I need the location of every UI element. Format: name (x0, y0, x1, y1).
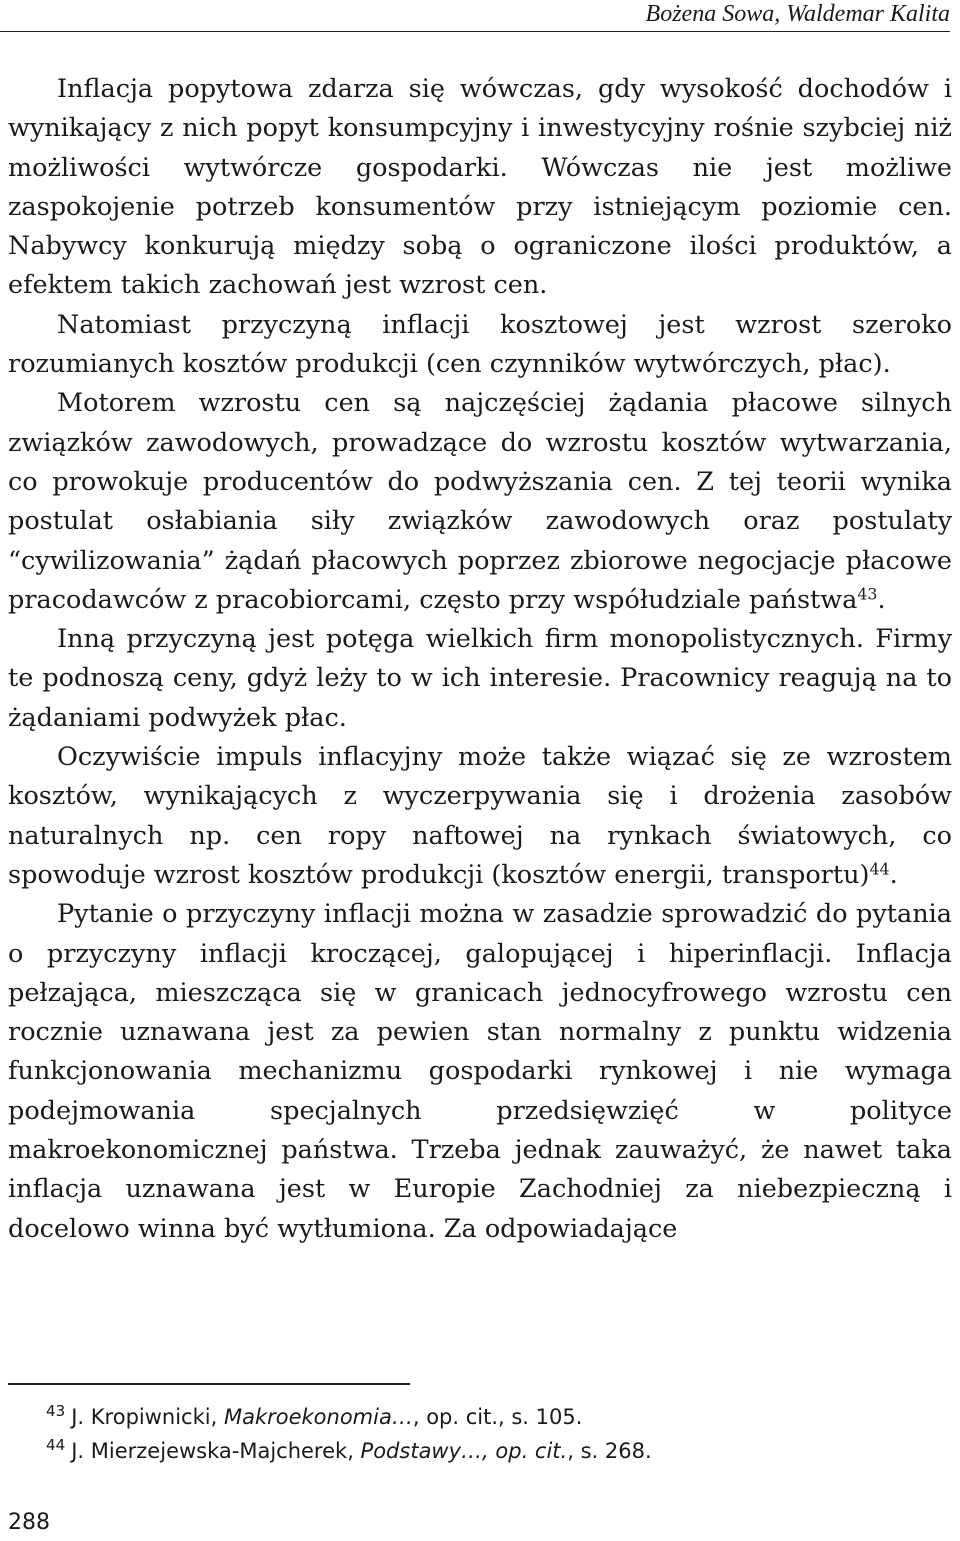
running-header (0, 0, 950, 32)
paragraph: Oczywiście impuls inflacyjny może także wiązać się ze wzrostem kosztów, wynikających z wyczerpywania się i drożenia zasobów naturalnych np. cen ropy naftowej na rynkach światowych, co spowoduje wzrost kosztów produkcji (kosztów energii, transportu)$^{44}$. (8, 742, 952, 890)
footnote-rest: , s. 268. (567, 1439, 652, 1463)
paragraph-text: Motorem wzrostu cen są najczęściej żądania płacowe silnych związków zawodowych, prowadzące do wzrostu kosztów wytwarzania, co prowokuje producentów do podwyższania cen. Z tej teorii wynika postulat osłabiania siły związków zawodowych oraz postulaty “cywilizowania” żądań płacowych poprzez zbiorowe negocjacje płacowe pracodawców z pracobiorcami, często przy współudziale państwa (8, 388, 952, 615)
paragraph: Pytanie o przyczyny inflacji można w zasadzie sprowadzić do pytania o przyczyny inflacji kroczącej, galopującej i hiperinflacji. Inflacja pełzająca, mieszcząca się w granicach jednocyfrowego wzrostu cen rocznie uznawana jest za pewien stan normalny z punktu widzenia funkcjonowania mechanizmu gospodarki rynkowej i nie wymaga podejmowania specjalnych przedsięwzięć w polityce makroekonomicznej państwa. Trzeba jednak zauważyć, że nawet taka inflacja uznawana jest w Europie Zachodniej za niebezpieczną i docelowo winna być wytłumiona. Za odpowiadające (8, 899, 952, 1244)
footnote-title: Makroekonomia… (223, 1405, 413, 1429)
page-number: 288 (8, 1510, 50, 1535)
footnote (46, 1400, 926, 1434)
footnotes (46, 1400, 926, 1468)
footnote-number: 43 (46, 1402, 66, 1421)
paragraph: Inną przyczyną jest potęga wielkich firm monopolistycznych. Firmy te podnoszą ceny, gdyż leży to w ich interesie. Pracownicy reagują na to żądaniami podwyżek płac. (8, 624, 952, 733)
footnote-separator (8, 1383, 410, 1385)
paragraph-text: Oczywiście impuls inflacyjny może także wiązać się ze wzrostem kosztów, wynikających z wyczerpywania się i drożenia zasobów naturalnych np. cen ropy naftowej na rynkach światowych, co spowoduje wzrost kosztów produkcji (kosztów energii, transportu) (8, 742, 952, 890)
footnote-title: Podstawy…, op. cit. (360, 1439, 568, 1463)
paragraph: Motorem wzrostu cen są najczęściej żądania płacowe silnych związków zawodowych, prowadzące do wzrostu kosztów wytwarzania, co prowokuje producentów do podwyższania cen. Z tej teorii wynika postulat osłabiania siły związków zawodowych oraz postulaty “cywilizowania” żądań płacowych poprzez zbiorowe negocjacje płacowe pracodawców z pracobiorcami, często przy współudziale państwa$^{43}$. (8, 388, 952, 615)
footnote-ref: 43 (857, 584, 878, 604)
footnote-author: J. Kropiwnicki, (71, 1405, 224, 1429)
footnote-rest: , op. cit., s. 105. (412, 1405, 583, 1429)
footnote (46, 1434, 926, 1468)
footnote-ref: 44 (869, 859, 890, 879)
paragraph: Inflacja popytowa zdarza się wówczas, gdy wysokość dochodów i wynikający z nich popyt konsumpcyjny i inwestycyjny rośnie szybciej niż możliwości wytwórcze gospodarki. Wówczas nie jest możliwe zaspokojenie potrzeb konsumentów przy istniejącym poziomie cen. Nabywcy konkurują między sobą o ograniczone ilości produktów, a efektem takich zachowań jest wzrost cen. (8, 74, 952, 301)
paragraph: Natomiast przyczyną inflacji kosztowej jest wzrost szeroko rozumianych kosztów produkcji (cen czynników wytwórczych, płac). (8, 309, 952, 380)
footnote-number: 44 (46, 1436, 66, 1455)
header-authors: Bożena Sowa, Waldemar Kalita (645, 1, 950, 27)
body-text (8, 70, 952, 1249)
footnote-author: J. Mierzejewska-Majcherek, (71, 1439, 361, 1463)
